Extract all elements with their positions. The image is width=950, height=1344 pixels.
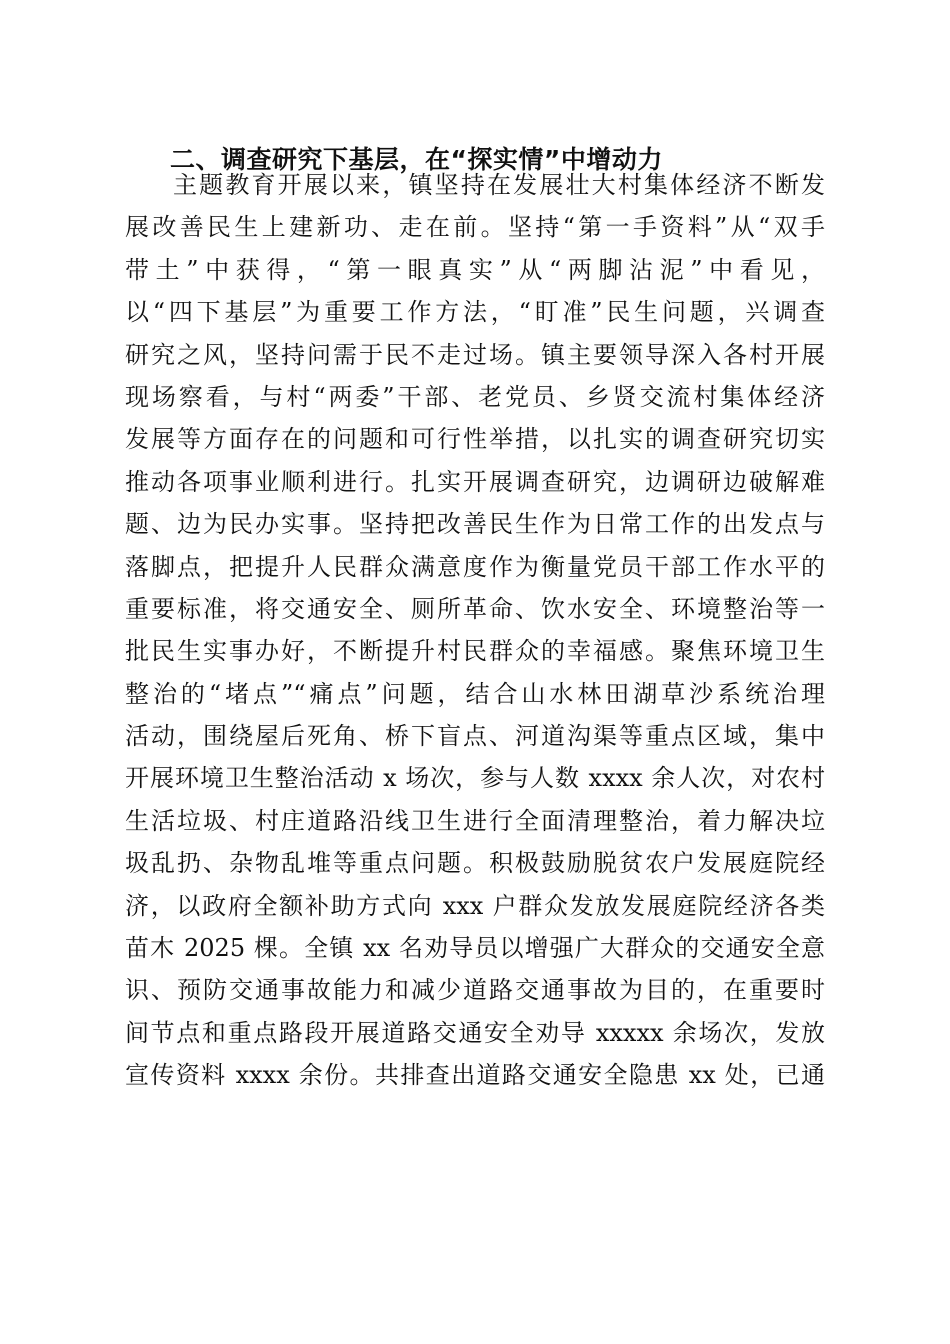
paragraph-line: 济，以政府全额补助方式向 xxx 户群众发放发展庭院经济各类 xyxy=(125,891,825,920)
paragraph-line: 带土”中获得，“第一眼真实”从“两脚沾泥”中看见， xyxy=(125,255,825,284)
paragraph-line: 发展等方面存在的问题和可行性举措，以扎实的调查研究切实 xyxy=(125,425,825,454)
paragraph-line: 以“四下基层”为重要工作方法，“盯准”民生问题，兴调查 xyxy=(125,298,825,327)
paragraph-line: 苗木 2025 棵。全镇 xx 名劝导员以增强广大群众的交通安全意 xyxy=(125,934,825,963)
paragraph-line: 落脚点，把提升人民群众满意度作为衡量党员干部工作水平的 xyxy=(125,552,825,581)
paragraph-line: 重要标准，将交通安全、厕所革命、饮水安全、环境整治等一 xyxy=(125,594,825,623)
body-paragraph xyxy=(125,164,825,1097)
paragraph-line: 生活垃圾、村庄道路沿线卫生进行全面清理整治，着力解决垃 xyxy=(125,806,825,835)
paragraph-line: 圾乱扔、杂物乱堆等重点问题。积极鼓励脱贫农户发展庭院经 xyxy=(125,849,825,878)
paragraph-line: 间节点和重点路段开展道路交通安全劝导 xxxxx 余场次，发放 xyxy=(125,1018,825,1047)
paragraph-line: 推动各项事业顺利进行。扎实开展调查研究，边调研边破解难 xyxy=(125,467,825,496)
paragraph-line: 开展环境卫生整治活动 x 场次，参与人数 xxxx 余人次，对农村 xyxy=(125,764,825,793)
section-heading: 二、调查研究下基层，在“探实情”中增动力 xyxy=(170,145,663,174)
paragraph-line: 识、预防交通事故能力和减少道路交通事故为目的，在重要时 xyxy=(125,976,825,1005)
paragraph-line: 活动，围绕屋后死角、桥下盲点、河道沟渠等重点区域，集中 xyxy=(125,722,825,751)
paragraph-line: 现场察看，与村“两委”干部、老党员、乡贤交流村集体经济 xyxy=(125,382,825,411)
paragraph-line: 研究之风，坚持问需于民不走过场。镇主要领导深入各村开展 xyxy=(125,340,825,369)
paragraph-line: 题、边为民办实事。坚持把改善民生作为日常工作的出发点与 xyxy=(125,510,825,539)
paragraph-line: 展改善民生上建新功、走在前。坚持“第一手资料”从“双手 xyxy=(125,213,825,242)
paragraph-line: 宣传资料 xxxx 余份。共排查出道路交通安全隐患 xx 处，已通 xyxy=(125,1061,825,1090)
paragraph-line: 主题教育开展以来，镇坚持在发展壮大村集体经济不断发 xyxy=(173,171,825,199)
paragraph-line: 整治的“堵点”“痛点”问题，结合山水林田湖草沙系统治理 xyxy=(125,679,825,708)
paragraph-line: 批民生实事办好，不断提升村民群众的幸福感。聚焦环境卫生 xyxy=(125,637,825,666)
